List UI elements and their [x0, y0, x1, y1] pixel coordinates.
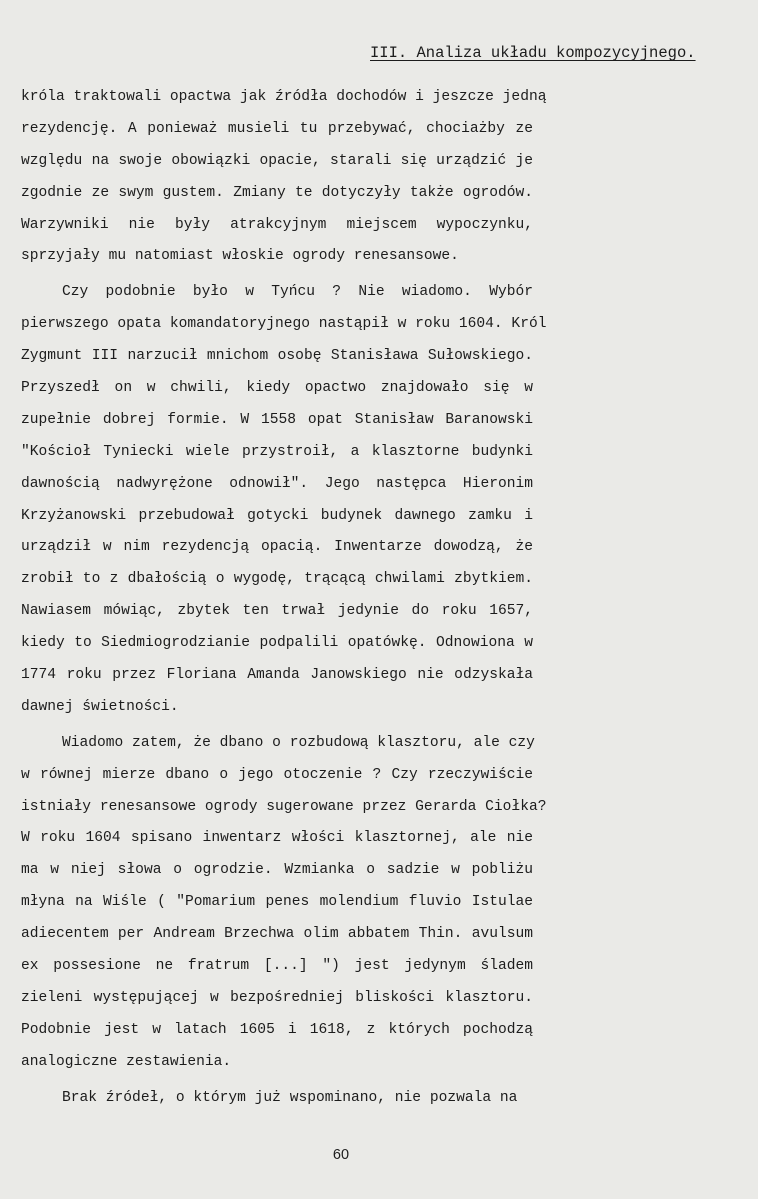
- text-line: Brak źródeł, o którym już wspominano, nie pozwala na: [62, 1089, 518, 1106]
- text-line: dawnej świetności.: [21, 698, 179, 715]
- paragraph: [21, 82, 547, 273]
- text-line: 1774 roku przez Floriana Amanda Janowskiego nie odzyskała: [21, 667, 533, 684]
- text-line: adiecentem per Andream Brzechwa olim abbatem Thin. avulsum: [21, 926, 533, 943]
- text-line: zieleni występującej w bezpośredniej bliskości klasztoru.: [21, 989, 533, 1006]
- text-line: Zygmunt III narzucił mnichom osobę Stanisława Sułowskiego.: [21, 348, 533, 365]
- text-line: względu na swoje obowiązki opacie, starali się urządzić je: [21, 152, 533, 169]
- text-line: Krzyżanowski przebudował gotycki budynek dawnego zamku i: [21, 507, 533, 524]
- text-line: zrobił to z dbałością o wygodę, trącącą chwilami zbytkiem.: [21, 571, 533, 588]
- page-number: 60: [332, 1147, 350, 1163]
- text-line: Podobnie jest w latach 1605 i 1618, z których pochodzą: [21, 1021, 533, 1038]
- paragraph: [21, 1083, 533, 1115]
- text-line: analogiczne zestawienia.: [21, 1053, 232, 1070]
- text-line: zupełnie dobrej formie. W 1558 opat Stanisław Baranowski: [21, 411, 533, 428]
- text-line: urządził w nim rezydencją opacią. Inwentarze dowodzą, że: [21, 539, 533, 556]
- paragraph: [21, 728, 547, 1079]
- text-line: pierwszego opata komandatoryjnego nastąpił w roku 1604. Król: [21, 316, 547, 333]
- text-line: Przyszedł on w chwili, kiedy opactwo znajdowało się w: [21, 380, 533, 397]
- text-line: ex possesione ne fratrum [...] ") jest jedynym śladem: [21, 958, 533, 975]
- paragraph: [21, 277, 547, 723]
- body-text: [21, 82, 547, 1115]
- text-line: w równej mierze dbano o jego otoczenie ? Czy rzeczywiście: [21, 766, 533, 783]
- text-line: Wiadomo zatem, że dbano o rozbudową klasztoru, ale czy: [62, 734, 535, 751]
- text-line: Warzywniki nie były atrakcyjnym miejscem wypoczynku,: [21, 216, 533, 233]
- text-line: W roku 1604 spisano inwentarz włości klasztornej, ale nie: [21, 830, 533, 847]
- text-line: kiedy to Siedmiogrodzianie podpalili opatówkę. Odnowiona w: [21, 635, 533, 652]
- text-line: istniały renesansowe ogrody sugerowane przez Gerarda Ciołka?: [21, 798, 547, 815]
- text-line: Nawiasem mówiąc, zbytek ten trwał jedynie do roku 1657,: [21, 603, 533, 620]
- text-line: ma w niej słowa o ogrodzie. Wzmianka o sadzie w pobliżu: [21, 862, 533, 879]
- text-line: rezydencję. A ponieważ musieli tu przebywać, chociażby ze: [21, 120, 533, 137]
- text-line: króla traktowali opactwa jak źródła dochodów i jeszcze jedną: [21, 89, 547, 105]
- chapter-header: III. Analiza układu kompozycyjnego.: [370, 44, 696, 62]
- text-line: Czy podobnie było w Tyńcu ? Nie wiadomo. Wybór: [62, 284, 533, 301]
- text-line: "Kościoł Tyniecki wiele przystroił, a klasztorne budynki: [21, 443, 533, 460]
- text-line: sprzyjały mu natomiast włoskie ogrody renesansowe.: [21, 248, 459, 265]
- text-line: dawnością nadwyrężone odnowił". Jego następca Hieronim: [21, 475, 533, 492]
- text-line: zgodnie ze swym gustem. Zmiany te dotyczyły także ogrodów.: [21, 184, 533, 201]
- text-line: młyna na Wiśle ( "Pomarium penes molendium fluvio Istulae: [21, 894, 533, 911]
